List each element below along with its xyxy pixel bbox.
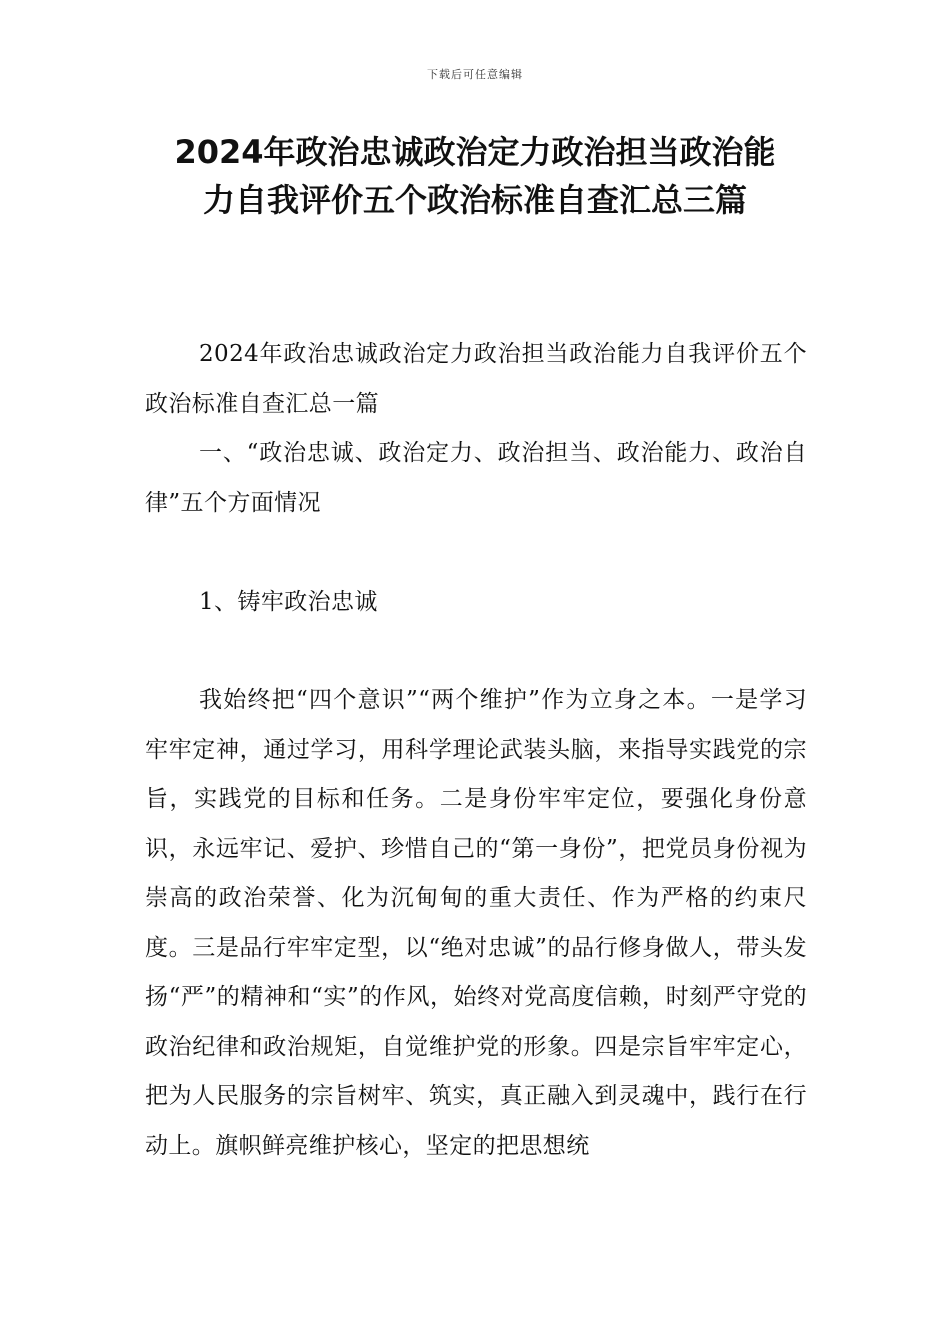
- item-heading-one: 1、铸牢政治忠诚: [199, 589, 378, 615]
- subtitle-paragraph: 2024年政治忠诚政治定力政治担当政治能力自我评价五个政治标准自查汇总一篇: [145, 341, 807, 417]
- title-line-2: 力自我评价五个政治标准自查汇总三篇: [202, 181, 747, 219]
- title-line-1: 2024年政治忠诚政治定力政治担当政治能: [174, 133, 776, 171]
- body-paragraph-one: 我始终把“四个意识”“两个维护”作为立身之本。一是学习牢牢定神，通过学习，用科学理论武装头脑，来指导实践党的宗旨，实践党的目标和任务。二是身份牢牢定位，要强化身份意识，永远牢记、爱护、珍惜自己的“第一身份”，把党员身份视为崇高的政治荣誉、化为沉甸甸的重大责任、作为严格的约束尺度。三是品行牢牢定型，以“绝对忠诚”的品行修身做人，带头发扬“严”的精神和“实”的作风，始终对党高度信赖，时刻严守党的政治纪律和政治规矩，自觉维护党的形象。四是宗旨牢牢定心，把为人民服务的宗旨树牢、筑实，真正融入到灵魂中，践行在行动上。旗帜鲜亮维护核心，坚定的把思想统: [145, 687, 807, 1159]
- header-note: 下载后可任意编辑: [427, 68, 523, 81]
- section-heading-one: 一、“政治忠诚、政治定力、政治担当、政治能力、政治自律”五个方面情况: [145, 440, 807, 516]
- document-title: [140, 128, 810, 224]
